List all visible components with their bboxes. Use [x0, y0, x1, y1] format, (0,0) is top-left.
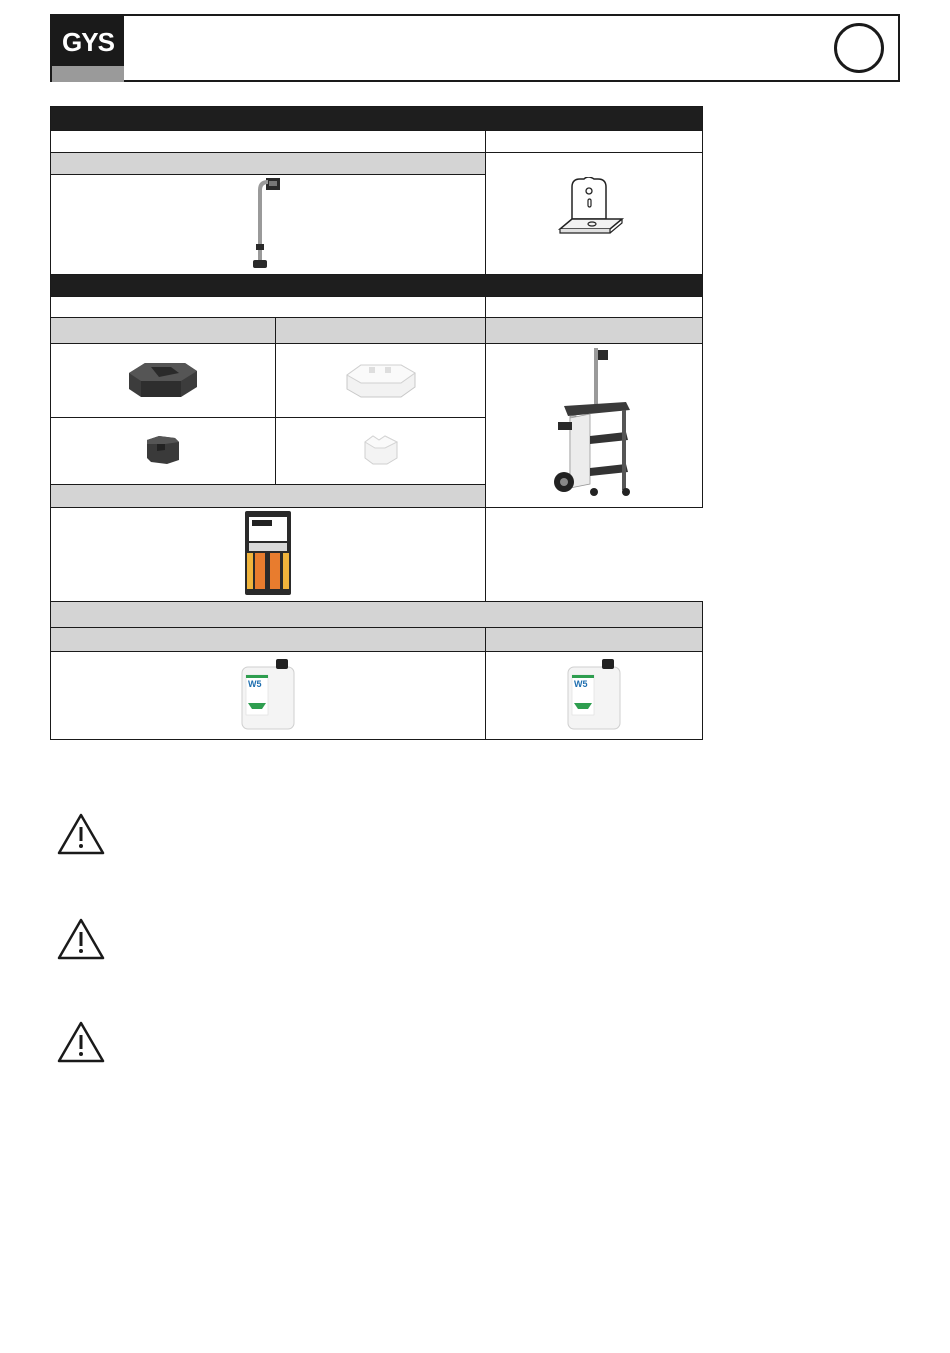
insert-dark-large-cell: [51, 344, 276, 418]
grey-col1: [51, 318, 276, 344]
insert-white-large-cell: [276, 344, 486, 418]
insert-dark-small-image: [143, 432, 183, 468]
insert-white-small-cell: [276, 418, 486, 485]
trolley-cell: [486, 344, 703, 508]
canister-label-left: W5: [248, 679, 262, 689]
arm-support-cell: [51, 175, 486, 275]
page-header: [50, 14, 900, 82]
section3-title: [51, 602, 703, 628]
warning-triangle-icon: [56, 917, 106, 961]
arm-support-image: [248, 176, 288, 270]
accessories-table: [50, 106, 703, 740]
warning-triangle-icon: [56, 812, 106, 856]
section1-title: [51, 107, 703, 131]
glue-pack-image: [243, 509, 293, 597]
trolley-image: [534, 344, 654, 504]
logo-text: GYS: [52, 16, 124, 66]
insert-white-large-image: [341, 357, 421, 401]
canister-label-right: W5: [574, 679, 588, 689]
logo-bar: [52, 66, 124, 82]
section1-sub-left: [51, 131, 486, 153]
wall-bracket-image: [554, 177, 634, 247]
wall-bracket-cell: [486, 153, 703, 275]
insert-white-small-image: [359, 432, 403, 468]
section3-sub-right: [486, 628, 703, 652]
section3-sub-left: [51, 628, 486, 652]
warning-triangle-icon: [56, 1020, 106, 1064]
coolant-canister-left-cell: [51, 652, 486, 740]
coolant-canister-right-image: [564, 657, 624, 731]
coolant-canister-right-cell: [486, 652, 703, 740]
coolant-canister-left-image: [238, 657, 298, 731]
section1-sub-right: [486, 131, 703, 153]
gys-logo: [52, 16, 124, 82]
section2-sub-right: [486, 297, 703, 318]
insert-dark-small-cell: [51, 418, 276, 485]
insert-dark-large-image: [123, 357, 203, 401]
glue-pack-cell: [51, 508, 486, 602]
section2-title: [51, 275, 703, 297]
grey-glue: [51, 484, 486, 507]
grey-col2: [276, 318, 486, 344]
section2-sub-left: [51, 297, 486, 318]
section1-grey-left: [51, 153, 486, 175]
language-badge: [834, 23, 884, 73]
grey-col3: [486, 318, 703, 344]
